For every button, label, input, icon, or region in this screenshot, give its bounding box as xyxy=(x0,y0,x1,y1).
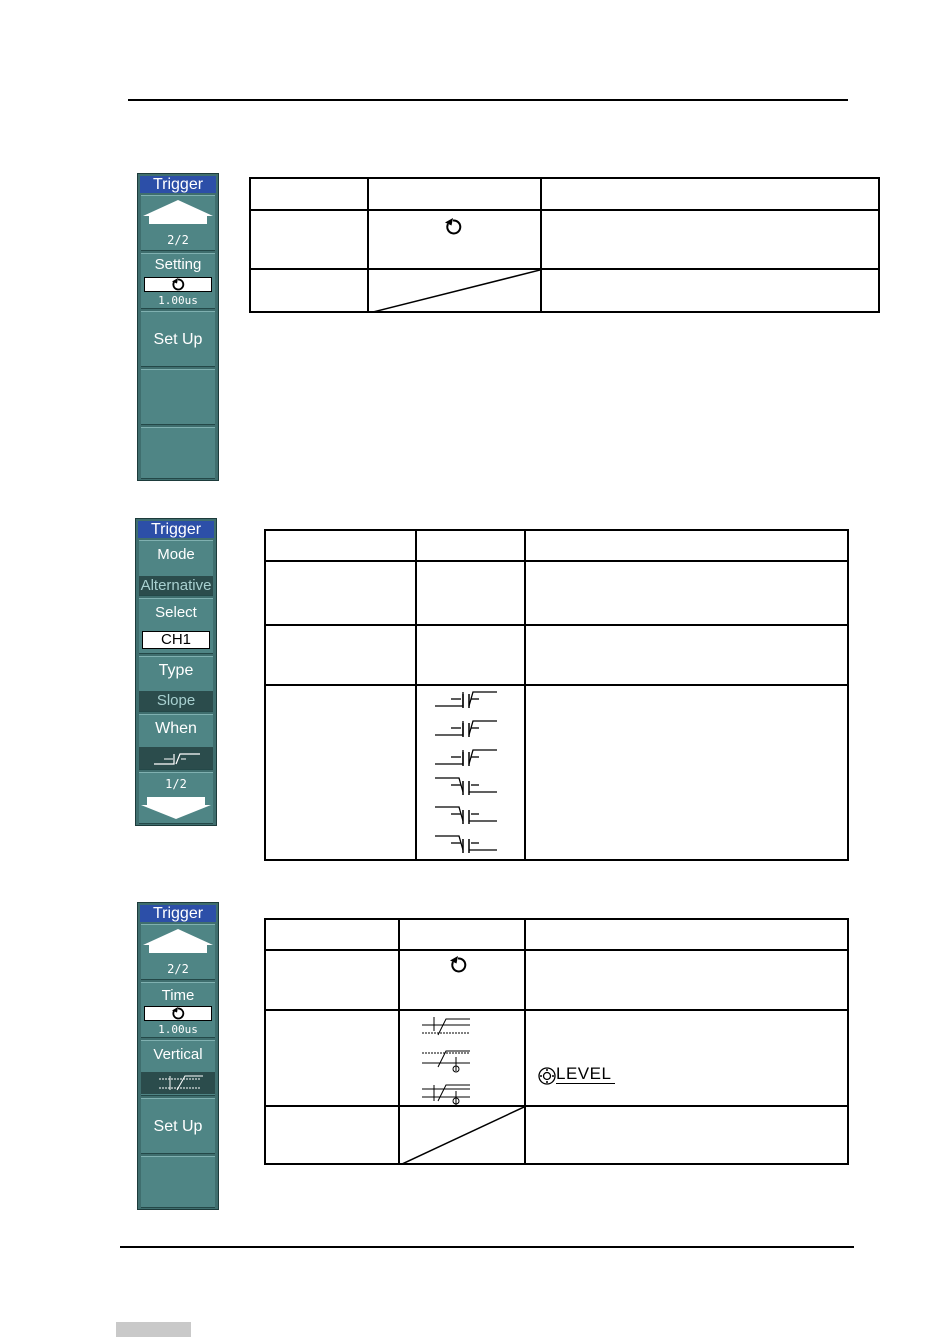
table-cell xyxy=(525,1010,848,1106)
table-cell xyxy=(541,210,879,269)
knob-rotate-icon xyxy=(446,956,468,976)
down-arrow-icon xyxy=(139,795,213,821)
table-cell xyxy=(541,269,879,312)
table-cell xyxy=(416,625,525,685)
page-indicator: 1/2 xyxy=(165,777,187,791)
setting-button[interactable] xyxy=(141,253,215,309)
level-knob-label: LEVEL xyxy=(556,1065,615,1084)
setup-button[interactable] xyxy=(141,311,215,367)
page-up-button[interactable] xyxy=(141,195,215,251)
setting-label: Setting xyxy=(154,256,202,273)
table-cell xyxy=(416,561,525,625)
settings-table-2 xyxy=(264,529,849,861)
select-button[interactable] xyxy=(139,598,213,654)
table-header-cell xyxy=(265,530,416,561)
time-value: 1.00us xyxy=(158,1023,198,1036)
trigger-menu-panel-3 xyxy=(137,902,219,1210)
trigger-menu-panel-2 xyxy=(135,518,217,826)
settings-table-1 xyxy=(249,177,880,313)
table-cell xyxy=(525,950,848,1010)
slope-condition-icons xyxy=(417,686,524,861)
setup-button[interactable] xyxy=(141,1098,215,1154)
level-knob-icon xyxy=(538,1067,556,1085)
table-cell xyxy=(265,625,416,685)
footer-gray-box xyxy=(116,1322,191,1337)
table-header-cell xyxy=(541,178,879,210)
type-label: Type xyxy=(158,662,194,679)
table-cell xyxy=(525,561,848,625)
knob-rotate-icon xyxy=(169,278,187,291)
table-cell xyxy=(250,210,368,269)
diagonal-line xyxy=(369,270,540,313)
setting-value-box xyxy=(144,277,212,292)
table-header-cell xyxy=(416,530,525,561)
knob-rotate-icon xyxy=(169,1007,187,1020)
mode-button[interactable] xyxy=(139,540,213,596)
header-rule xyxy=(128,99,848,101)
table-header-cell xyxy=(368,178,541,210)
vertical-window-icons xyxy=(400,1011,524,1107)
table-header-cell xyxy=(265,919,399,950)
knob-rotate-icon xyxy=(441,218,463,238)
empty-menu-slot xyxy=(141,1156,215,1208)
table-cell xyxy=(265,1106,399,1164)
setup-label: Set Up xyxy=(153,331,203,348)
empty-menu-slot xyxy=(141,427,215,479)
mode-label: Mode xyxy=(157,546,195,563)
type-button[interactable] xyxy=(139,656,213,712)
slope-condition-icon xyxy=(150,748,210,768)
table-cell xyxy=(265,950,399,1010)
table-header-cell xyxy=(250,178,368,210)
table-header-cell xyxy=(399,919,525,950)
when-button[interactable] xyxy=(139,714,213,770)
panel-title: Trigger xyxy=(138,521,214,538)
when-label: When xyxy=(155,720,197,737)
vertical-value xyxy=(141,1072,215,1094)
vertical-label: Vertical xyxy=(153,1046,203,1063)
table-cell xyxy=(525,1106,848,1164)
page-indicator: 2/2 xyxy=(167,233,189,247)
type-value: Slope xyxy=(139,691,213,711)
diagonal-line xyxy=(400,1107,524,1165)
vertical-window-icon xyxy=(157,1073,207,1093)
table-cell xyxy=(525,625,848,685)
table-cell-diagonal xyxy=(399,1106,525,1164)
select-label: Select xyxy=(155,604,197,621)
time-label: Time xyxy=(161,987,195,1004)
when-value xyxy=(139,747,213,769)
vertical-button[interactable] xyxy=(141,1040,215,1096)
table-header-cell xyxy=(525,919,848,950)
table-cell xyxy=(265,1010,399,1106)
table-cell xyxy=(368,210,541,269)
up-arrow-icon xyxy=(141,927,215,957)
page-down-button[interactable] xyxy=(139,772,213,824)
time-value-box xyxy=(144,1006,212,1021)
trigger-menu-panel-1 xyxy=(137,173,219,481)
setting-value: 1.00us xyxy=(158,294,198,307)
page-up-button[interactable] xyxy=(141,924,215,980)
mode-value: Alternative xyxy=(140,577,212,594)
empty-menu-slot xyxy=(141,369,215,425)
table-cell-icons xyxy=(416,685,525,860)
settings-table-3 xyxy=(264,918,849,1165)
table-header-cell xyxy=(525,530,848,561)
table-cell xyxy=(250,269,368,312)
panel-title: Trigger xyxy=(140,176,216,193)
up-arrow-icon xyxy=(141,198,215,228)
select-value: CH1 xyxy=(142,631,210,649)
panel-title: Trigger xyxy=(140,905,216,922)
footer-rule xyxy=(120,1246,854,1248)
table-cell-diagonal xyxy=(368,269,541,312)
page-indicator: 2/2 xyxy=(167,962,189,976)
table-cell xyxy=(399,950,525,1010)
table-cell xyxy=(525,685,848,860)
setup-label: Set Up xyxy=(153,1118,203,1135)
time-button[interactable] xyxy=(141,982,215,1038)
table-cell xyxy=(265,685,416,860)
table-cell xyxy=(265,561,416,625)
table-cell-icons xyxy=(399,1010,525,1106)
